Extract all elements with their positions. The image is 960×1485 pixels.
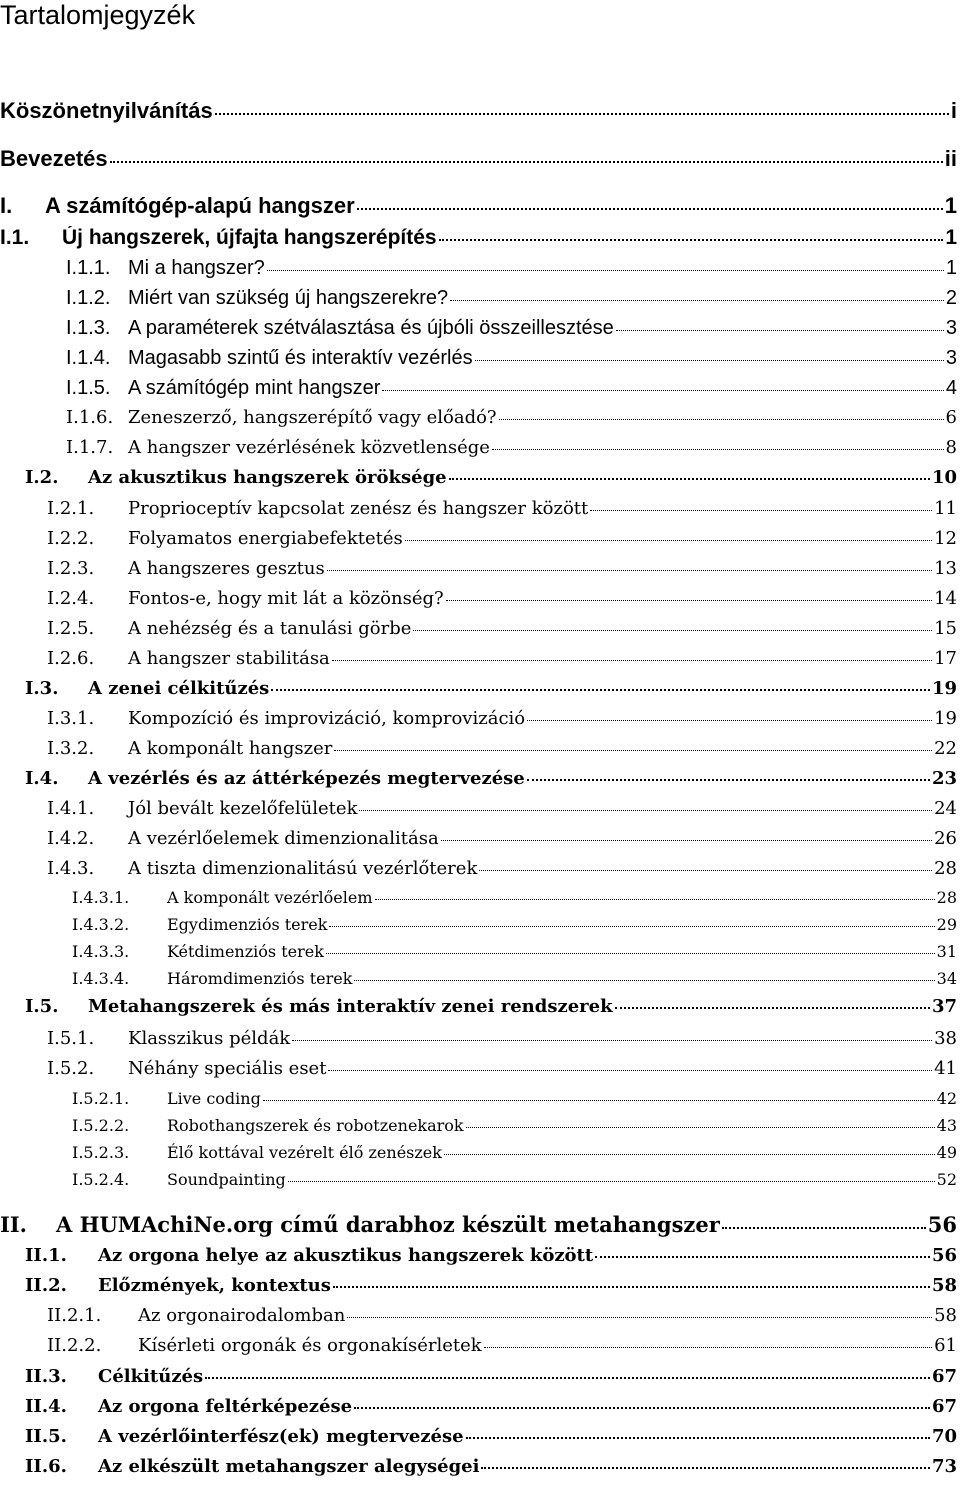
toc-dot-leader (446, 600, 932, 601)
toc-entry[interactable] (47, 618, 957, 639)
toc-entry-page: 31 (936, 942, 957, 961)
toc-entry[interactable] (66, 347, 957, 370)
toc-entry[interactable] (66, 377, 957, 400)
toc-dot-leader (354, 980, 934, 981)
toc-entry[interactable] (72, 1143, 957, 1162)
toc-entry-number: II.2.1. (47, 1305, 102, 1326)
toc-dot-leader (334, 750, 932, 751)
toc-entry-title: A paraméterek szétválasztása és újbóli összeillesztése (128, 317, 614, 339)
toc-entry[interactable] (47, 828, 957, 849)
toc-entry-number: I.2.6. (47, 648, 95, 669)
toc-entry[interactable] (47, 558, 957, 579)
toc-entry-page: 73 (931, 1456, 957, 1477)
toc-entry[interactable] (47, 1335, 957, 1356)
toc-dot-leader (450, 300, 944, 301)
toc-entry[interactable] (66, 257, 957, 280)
toc-entry[interactable] (72, 915, 957, 934)
toc-entry[interactable] (0, 226, 957, 250)
toc-entry-number: I.3.2. (47, 738, 95, 759)
toc-entry-number: II.2.2. (47, 1335, 102, 1356)
page-title: Tartalomjegyzék (0, 0, 196, 30)
toc-entry[interactable] (0, 146, 957, 172)
toc-entry-title: Az elkészült metahangszer alegységei (98, 1456, 480, 1477)
toc-entry-number: I.5.2.3. (72, 1143, 130, 1162)
toc-entry-title: Jól bevált kezelőfelületek (128, 798, 358, 819)
toc-entry-page: ii (944, 146, 957, 171)
toc-entry-page: 24 (934, 798, 957, 819)
toc-entry-number: I.1.6. (66, 407, 114, 428)
toc-entry-page: 13 (934, 558, 957, 579)
toc-entry-number: I.4.3. (47, 858, 95, 879)
toc-entry[interactable] (47, 588, 957, 609)
toc-entry[interactable] (25, 768, 957, 789)
toc-entry-title: Metahangszerek és más interaktív zenei rendszerek (88, 996, 613, 1017)
toc-entry-title: Néhány speciális eset (128, 1058, 327, 1079)
toc-entry-title: Klasszikus példák (128, 1028, 291, 1049)
toc-entry-page: 6 (945, 407, 957, 428)
toc-dot-leader (292, 1040, 932, 1041)
toc-entry-page: 2 (945, 287, 957, 309)
toc-entry-title: A hangszer vezérlésének közvetlensége (128, 437, 490, 458)
toc-entry-page: 11 (934, 498, 957, 519)
toc-entry-number: I.4.3.4. (72, 969, 130, 988)
toc-entry-number: I.2. (25, 467, 59, 488)
toc-entry-number: I.3. (25, 678, 59, 699)
toc-entry[interactable] (72, 969, 957, 988)
toc-entry-number: I.4.2. (47, 828, 95, 849)
toc-entry-title: Kétdimenziós terek (167, 942, 324, 961)
toc-entry[interactable] (25, 1426, 957, 1447)
toc-entry-number: I.2.3. (47, 558, 95, 579)
toc-entry-title: Kísérleti orgonák és orgonakísérletek (138, 1335, 482, 1356)
toc-entry-page: 43 (936, 1116, 957, 1135)
toc-entry[interactable] (25, 1456, 957, 1477)
toc-entry-title: A tiszta dimenzionalitású vezérlőterek (128, 858, 478, 879)
toc-dot-leader (590, 510, 932, 511)
toc-entry-page: 15 (934, 618, 957, 639)
toc-entry-number: I.4.1. (47, 798, 95, 819)
toc-entry[interactable] (25, 1275, 957, 1296)
toc-entry-number: I.2.4. (47, 588, 95, 609)
toc-dot-leader (328, 1070, 932, 1071)
toc-entry-page: 17 (934, 648, 957, 669)
toc-entry-number: I.1.4. (66, 347, 111, 369)
toc-entry[interactable] (47, 1058, 957, 1079)
toc-entry-title: Köszönetnyilvánítás (0, 98, 213, 123)
toc-entry-title: Folyamatos energiabefektetés (128, 528, 403, 549)
toc-entry[interactable] (72, 1170, 957, 1189)
toc-entry-page: 37 (931, 996, 957, 1017)
toc-entry-title: A hangszer stabilitása (128, 648, 330, 669)
toc-entry-number: I.4.3.3. (72, 942, 130, 961)
toc-dot-leader (215, 113, 949, 115)
toc-entry-title: Az akusztikus hangszerek öröksége (88, 467, 447, 488)
toc-entry-title: Mi a hangszer? (128, 257, 265, 279)
toc-entry[interactable] (25, 467, 957, 488)
toc-entry-number: II. (0, 1212, 27, 1237)
toc-entry-number: I.5.2.2. (72, 1116, 130, 1135)
toc-dot-leader (326, 953, 935, 954)
toc-dot-leader (413, 630, 932, 631)
toc-dot-leader (484, 1347, 932, 1348)
toc-dot-leader (441, 840, 932, 841)
toc-entry-page: 3 (945, 317, 957, 339)
toc-dot-leader (347, 1317, 932, 1318)
toc-entry-title: Magasabb szintű és interaktív vezérlés (128, 347, 473, 369)
toc-entry-page: 67 (931, 1396, 957, 1417)
toc-entry-page: 56 (931, 1245, 957, 1266)
toc-entry-page: 3 (945, 347, 957, 369)
toc-entry[interactable] (47, 1028, 957, 1049)
toc-entry-page: 23 (931, 768, 957, 789)
toc-entry-title: A nehézség és a tanulási görbe (128, 618, 412, 639)
toc-dot-leader (354, 1407, 930, 1409)
toc-entry-page: 34 (936, 969, 957, 988)
toc-entry-number: I.2.2. (47, 528, 95, 549)
toc-entry-number: I.1. (0, 226, 30, 249)
toc-entry-number: I.2.5. (47, 618, 95, 639)
toc-entry-title: Fontos-e, hogy mit lát a közönség? (128, 588, 444, 609)
toc-entry-number: I.5.2. (47, 1058, 95, 1079)
toc-entry-title: Élő kottával vezérelt élő zenészek (167, 1143, 442, 1162)
toc-entry-page: 19 (931, 678, 957, 699)
toc-entry-title: A komponált hangszer (128, 738, 333, 759)
toc-entry-page: 14 (934, 588, 957, 609)
toc-entry-number: II.4. (25, 1396, 67, 1417)
toc-entry-title: A HUMAchiNe.org című darabhoz készült metahangszer (56, 1212, 720, 1237)
toc-entry-title: Az orgonairodalomban (138, 1305, 346, 1326)
toc-entry-number: I.2.1. (47, 498, 95, 519)
toc-entry-page: 70 (931, 1426, 957, 1447)
toc-entry[interactable] (47, 648, 957, 669)
toc-dot-leader (527, 779, 930, 781)
toc-dot-leader (595, 1256, 930, 1258)
toc-entry-title: Háromdimenziós terek (167, 969, 353, 988)
toc-dot-leader (615, 1007, 930, 1009)
toc-entry-number: II.6. (25, 1456, 67, 1477)
toc-entry-title: Kompozíció és improvizáció, komprovizáció (128, 708, 526, 729)
toc-entry-page: 67 (931, 1366, 957, 1387)
toc-entry-title: Egydimenziós terek (167, 915, 328, 934)
toc-entry-page: 19 (934, 708, 957, 729)
toc-dot-leader (479, 870, 932, 871)
toc-dot-leader (466, 1127, 935, 1128)
toc-entry-title: Proprioceptív kapcsolat zenész és hangszer között (128, 498, 589, 519)
toc-entry[interactable] (72, 888, 957, 907)
toc-entry-title: A vezérlőelemek dimenzionalitása (128, 828, 439, 849)
toc-entry[interactable] (72, 1116, 957, 1135)
toc-dot-leader (357, 208, 943, 210)
toc-dot-leader (475, 360, 944, 361)
toc-entry-title: Előzmények, kontextus (98, 1275, 331, 1296)
toc-entry-page: 58 (934, 1305, 957, 1326)
toc-entry-page: 61 (934, 1335, 957, 1356)
toc-entry[interactable] (0, 98, 957, 124)
toc-entry[interactable] (47, 498, 957, 519)
toc-dot-leader (466, 1437, 930, 1439)
toc-entry-page: 28 (934, 858, 957, 879)
toc-entry[interactable] (0, 1212, 957, 1237)
toc-dot-leader (527, 720, 932, 721)
toc-entry-page: 42 (936, 1089, 957, 1108)
toc-entry-page: 28 (936, 888, 957, 907)
toc-dot-leader (271, 689, 930, 691)
toc-dot-leader (382, 390, 944, 391)
toc-entry-number: II.5. (25, 1426, 67, 1447)
toc-entry[interactable] (25, 1366, 957, 1387)
toc-entry-number: II.2. (25, 1275, 67, 1296)
toc-entry-number: I.4.3.2. (72, 915, 130, 934)
toc-entry-number: I.1.2. (66, 287, 111, 309)
toc-entry-number: I.5.2.1. (72, 1089, 130, 1108)
toc-entry-title: Miért van szükség új hangszerekre? (128, 287, 449, 309)
toc-entry-number: II.1. (25, 1245, 67, 1266)
toc-entry-title: A hangszeres gesztus (128, 558, 325, 579)
toc-dot-leader (375, 899, 935, 900)
toc-entry-page: 56 (927, 1212, 957, 1237)
toc-entry-number: I.1.1. (66, 257, 111, 279)
toc-entry-title: Soundpainting (167, 1170, 286, 1189)
toc-entry-title: Az orgona helye az akusztikus hangszerek között (98, 1245, 594, 1266)
toc-entry-number: I.5.1. (47, 1028, 95, 1049)
toc-entry-page: 1 (945, 257, 957, 279)
toc-entry[interactable] (25, 1245, 957, 1266)
toc-entry-number: I.1.7. (66, 437, 114, 458)
toc-entry[interactable] (47, 1305, 957, 1326)
toc-entry-title: Bevezetés (0, 146, 108, 171)
toc-entry-number: I.3.1. (47, 708, 95, 729)
toc-entry-title: Új hangszerek, újfajta hangszerépítés (62, 226, 437, 249)
toc-entry-title: A vezérlés és az áttérképezés megtervezése (88, 768, 525, 789)
toc-entry-title: Zeneszerző, hangszerépítő vagy előadó? (128, 407, 497, 428)
toc-entry[interactable] (47, 798, 957, 819)
toc-entry-title: A vezérlőinterfész(ek) megtervezése (98, 1426, 464, 1447)
toc-entry-number: I.1.3. (66, 317, 111, 339)
toc-dot-leader (333, 1286, 930, 1288)
toc-entry[interactable] (25, 678, 957, 699)
toc-dot-leader (405, 540, 932, 541)
toc-entry-number: I.4. (25, 768, 59, 789)
toc-entry[interactable] (66, 437, 957, 458)
toc-entry-title: Az orgona feltérképezése (98, 1396, 353, 1417)
toc-entry-page: 1 (944, 193, 957, 218)
toc-entry-page: 49 (936, 1143, 957, 1162)
toc-entry-title: A komponált vezérlőelem (167, 888, 373, 907)
toc-entry-title: A zenei célkitűzés (88, 678, 270, 699)
toc-entry[interactable] (72, 1089, 957, 1108)
toc-dot-leader (616, 330, 944, 331)
toc-entry[interactable] (66, 317, 957, 340)
toc-entry-title: A számítógép-alapú hangszer (45, 193, 355, 218)
toc-entry[interactable] (47, 708, 957, 729)
toc-entry[interactable] (47, 738, 957, 759)
toc-entry-page: 22 (934, 738, 957, 759)
toc-dot-leader (499, 419, 944, 420)
toc-entry-page: 8 (945, 437, 957, 458)
toc-entry-page: i (950, 98, 957, 123)
toc-entry[interactable] (47, 528, 957, 549)
toc-entry-number: I.5.2.4. (72, 1170, 130, 1189)
toc-dot-leader (481, 1467, 929, 1469)
toc-entry-number: I. (0, 193, 13, 218)
toc-dot-leader (110, 161, 943, 163)
toc-entry-page: 26 (934, 828, 957, 849)
toc-dot-leader (492, 449, 944, 450)
toc-entry-title: Célkitűzés (98, 1366, 204, 1387)
toc-entry-page: 41 (934, 1058, 957, 1079)
toc-dot-leader (205, 1377, 930, 1379)
toc-dot-leader (288, 1181, 935, 1182)
toc-entry-number: I.1.5. (66, 377, 111, 399)
toc-entry-page: 12 (934, 528, 957, 549)
toc-dot-leader (439, 239, 944, 241)
toc-dot-leader (444, 1154, 935, 1155)
toc-entry-page: 29 (936, 915, 957, 934)
toc-entry-page: 4 (945, 377, 957, 399)
toc-entry-title: Robothangszerek és robotzenekarok (167, 1116, 464, 1135)
toc-dot-leader (327, 570, 932, 571)
toc-entry[interactable] (66, 407, 957, 428)
toc-entry-title: A számítógép mint hangszer (128, 377, 381, 399)
toc-entry-number: I.4.3.1. (72, 888, 130, 907)
toc-entry-page: 1 (945, 226, 957, 249)
toc-dot-leader (263, 1100, 935, 1101)
toc-entry-number: I.5. (25, 996, 59, 1017)
toc-dot-leader (449, 478, 930, 480)
toc-entry-page: 52 (936, 1170, 957, 1189)
toc-entry[interactable] (72, 942, 957, 961)
toc-dot-leader (722, 1227, 926, 1229)
toc-dot-leader (329, 926, 934, 927)
toc-dot-leader (359, 810, 932, 811)
toc-entry-number: II.3. (25, 1366, 67, 1387)
toc-entry[interactable] (0, 193, 957, 219)
toc-entry[interactable] (66, 287, 957, 310)
toc-entry[interactable] (25, 1396, 957, 1417)
toc-entry-page: 38 (934, 1028, 957, 1049)
toc-entry-page: 10 (931, 467, 957, 488)
toc-entry-page: 58 (931, 1275, 957, 1296)
toc-entry[interactable] (47, 858, 957, 879)
toc-dot-leader (267, 270, 944, 271)
toc-entry-title: Live coding (167, 1089, 261, 1108)
toc-dot-leader (332, 660, 932, 661)
toc-entry[interactable] (25, 996, 957, 1017)
